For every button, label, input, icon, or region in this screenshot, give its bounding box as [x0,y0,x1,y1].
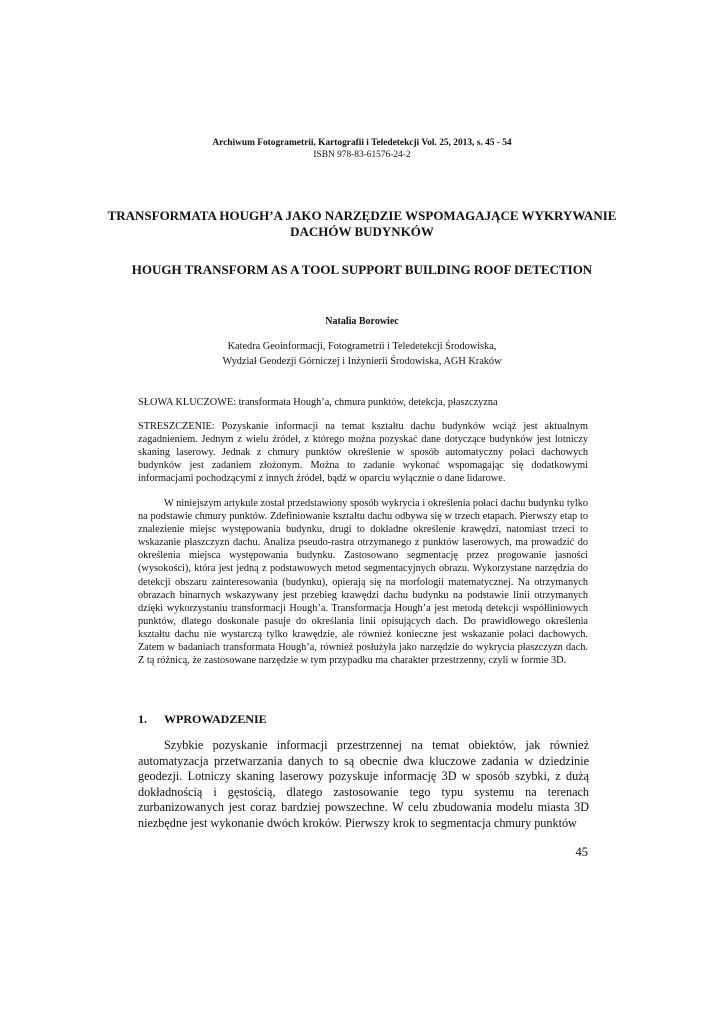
page-number: 45 [575,845,588,859]
keywords: SŁOWA KLUCZOWE: transformata Hough’a, chmura punktów, detekcja, płaszczyzna [138,397,498,408]
affiliation-line-1: Katedra Geoinformacji, Fotogrametrii i Teledetekcji Środowiska, [227,341,497,352]
section-number: 1. [138,712,147,726]
abstract-paragraph-1: STRESZCZENIE: Pozyskanie informacji na temat kształtu dachu budynków wciąż jest aktualnym zagadnieniem. Jednym z wielu źródeł, z którego można pozyskać dane dotyczące budynków jest lotniczy skaning laserowy. Jednak z chmury punktów określenie w sposób automatyczny połaci dachowych budynków jest zadaniem złożonym. Można to zadanie wykonać wspomagając się dodatkowymi informacjami pochodzącymi z innych źródeł, bądź w oparciu wyłącznie o dane lidarowe. [138,421,588,485]
affiliation-line-2: Wydział Geodezji Górniczej i Inżynierii Środowiska, AGH Kraków [222,355,502,367]
author-name: Natalia Borowiec [325,316,399,327]
section-heading [138,712,267,727]
title-polish: TRANSFORMATA HOUGH’A JAKO NARZĘDZIE WSPOMAGAJĄCE WYKRYWANIE DACHÓW BUDYNKÓW [107,208,617,239]
affiliation [0,340,724,369]
section-title: WPROWADZENIE [164,712,267,726]
journal-header: Archiwum Fotogrametrii, Kartografii i Teledetekcji Vol. 25, 2013, s. 45 - 54 [212,138,512,148]
isbn-line: ISBN 978-83-61576-24-2 [313,150,411,160]
abstract-paragraph-2: W niniejszym artykule został przedstawiony sposób wykrycia i określenia połaci dachu budynku tylko na podstawie chmury punktów. Zdefiniowanie kształtu dachu odbywa się w trzech etapach. Pierwszy etap to znalezienie miejsc występowania budynku, drugi to dokładne określenie krawędzi, natomiast trzeci to wskazanie płaszczyzn dachu. Analiza pseudo-rastra otrzymanego z punktów laserowych, ma prowadzić do określenia miejsca występowania budynku. Zastosowano segmentację przez progowanie jasności (wysokości), która jest jedną z podstawowych metod segmentacyjnych obrazu. Wykorzystane narzędzia do detekcji obszaru zainteresowania (budynku), opierają się na morfologii matematycznej. Na otrzymanych obrazach binarnych wskazywany jest przebieg krawędzi dachu budynku na podstawie linii otrzymanych dzięki wykorzystaniu transformacji Hough’a. Transformacja Hough’a jest metodą detekcji współliniowych punktów, dlatego doskonale pasuje do określania linii opisujących dach. Do prawidłowego określenia kształtu dachu nie wystarczą tylko krawędzie, ale również konieczne jest wskazanie połaci dachowych. Zatem w badaniach transformata Hough’a, również posłużyła jako narzędzie do wykrycia płaszczyzn dach. Z tą różnicą, że zastosowane narzędzie w tym przypadku ma charakter przestrzenny, czyli w formie 3D. [138,498,588,667]
title-english: HOUGH TRANSFORM AS A TOOL SUPPORT BUILDING ROOF DETECTION [131,262,593,277]
body-paragraph: Szybkie pozyskanie informacji przestrzennej na temat obiektów, jak również automatyzacja przetwarzania danych to są obecnie dwa kluczowe zadania w dziedzinie geodezji. Lotniczy skaning laserowy pozyskuje informację 3D w sposób szybki, z dużą dokładnością i gęstością, dlatego zastosowanie tego typu systemu na terenach zurbanizowanych jest coraz bardziej powszechne. W celu zbudowania modelu miasta 3D niezbędne jest wykonanie dwóch kroków. Pierwszy krok to segmentacja chmury punktów [138,738,589,830]
